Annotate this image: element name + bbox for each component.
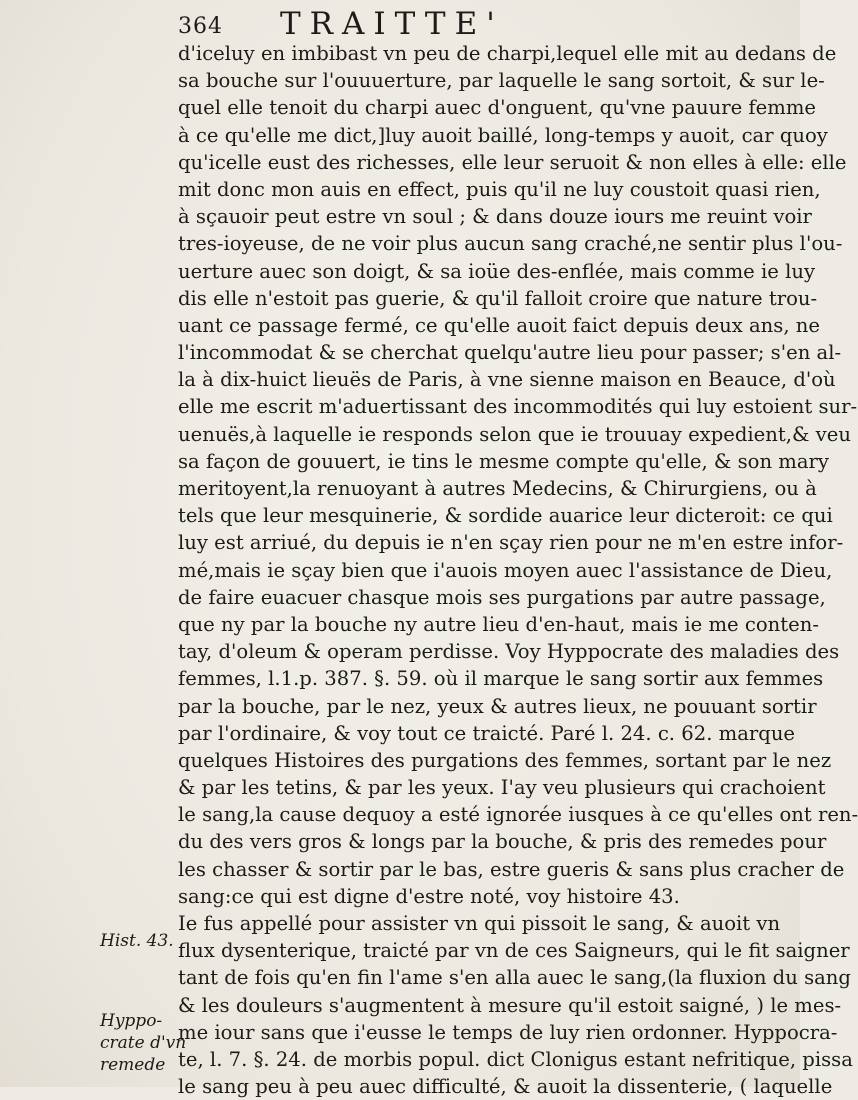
text-line: par la bouche, par le nez, yeux & autres lieux, ne pouuant sortir	[178, 694, 817, 718]
running-head: TRAITTE'	[280, 6, 504, 42]
text-line: le sang,la cause dequoy a esté ignorée iusques à ce qu'elles ont ren-	[178, 803, 858, 827]
text-line: uant ce passage fermé, ce qu'elle auoit faict depuis deux ans, ne	[178, 313, 821, 337]
text-line: & les douleurs s'augmentent à mesure qu'il estoit saigné, ) le mes-	[178, 993, 842, 1017]
text-line: luy est arriué, du depuis ie n'en sçay rien pour ne m'en estre infor-	[178, 531, 844, 555]
text-line: sang:ce qui est digne d'estre noté, voy histoire 43.	[178, 884, 680, 908]
text-line: tres-ioyeuse, de ne voir plus aucun sang craché,ne sentir plus l'ou-	[178, 232, 843, 256]
margin-note-history	[100, 930, 172, 952]
text-line: à sçauoir peut estre vn soul ; & dans douze iours me reuint voir	[178, 205, 812, 229]
text-line: flux dysenterique, traicté par vn de ces Saigneurs, qui le fit saigner	[178, 939, 850, 963]
text-line: Ie fus appellé pour assister vn qui pissoit le sang, & auoit vn	[178, 912, 781, 935]
margin-note: Hist. 43.	[100, 931, 174, 951]
page-number: 364	[178, 14, 223, 39]
text-line: me iour sans que i'eusse le temps de luy rien ordonner. Hyppocra-	[178, 1020, 838, 1044]
body-text	[178, 40, 858, 1100]
text-line: à ce qu'elle me dict,]luy auoit baillé, long-temps y auoit, car quoy	[178, 123, 828, 147]
text-line: mé,mais ie sçay bien que i'auois moyen auec l'assistance de Dieu,	[178, 558, 833, 582]
text-line: elle me escrit m'aduertissant des incommodités qui luy estoient sur-	[178, 395, 858, 419]
text-line: tant de fois qu'en fin l'ame s'en alla auec le sang,(la fluxion du sang	[178, 966, 851, 990]
text-line: tay, d'oleum & operam perdisse. Voy Hyppocrate des maladies des	[178, 640, 840, 664]
text-line: meritoyent,la renuoyant à autres Medecins, & Chirurgiens, ou à	[178, 477, 817, 500]
text-line: te, l. 7. §. 24. de morbis popul. dict Clonigus estant nefritique, pissa	[178, 1047, 853, 1071]
margin-note-hyppocrate	[100, 1010, 187, 1076]
text-line: & par les tetins, & par les yeux. I'ay veu plusieurs qui crachoient	[178, 776, 826, 800]
text-line: l'incommodat & se cherchat quelqu'autre lieu pour passer; s'en al-	[178, 341, 842, 365]
text-line: sa bouche sur l'ouuuerture, par laquelle le sang sortoit, & sur le-	[178, 69, 825, 93]
text-line: quel elle tenoit du charpi auec d'onguent, qu'vne pauure femme	[178, 96, 816, 120]
text-line: de faire euacuer chasque mois ses purgations par autre passage,	[178, 585, 826, 609]
text-line: tels que leur mesquinerie, & sordide auarice leur dicteroit: ce qui	[178, 504, 833, 528]
margin-note: Hyppo-	[100, 1011, 163, 1031]
text-line: le sang peu à peu auec difficulté, & auoit la dissenterie, ( laquelle	[178, 1075, 833, 1099]
text-line: les chasser & sortir par le bas, estre gueris & sans plus cracher de	[178, 857, 845, 881]
text-line: du des vers gros & longs par la bouche, & pris des remedes pour	[178, 830, 827, 854]
text-line: uerture auec son doigt, & sa ioüe des-enflée, mais comme ie luy	[178, 259, 816, 283]
text-line: que ny par la bouche ny autre lieu d'en-haut, mais ie me conten-	[178, 612, 819, 636]
text-line: uenuës,à laquelle ie responds selon que ie trouuay expedient,& veu	[178, 422, 851, 446]
text-line: d'iceluy en imbibast vn peu de charpi,lequel elle mit au dedans de	[178, 42, 837, 65]
text-line: quelques Histoires des purgations des femmes, sortant par le nez	[178, 748, 832, 772]
text-line: mit donc mon auis en effect, puis qu'il ne luy coustoit quasi rien,	[178, 177, 821, 201]
margin-note: crate d'vn	[100, 1033, 187, 1053]
text-line: sa façon de gouuert, ie tins le mesme compte qu'elle, & son mary	[178, 449, 829, 473]
text-line: qu'icelle eust des richesses, elle leur seruoit & non elles à elle: elle	[178, 150, 847, 174]
text-line: par l'ordinaire, & voy tout ce traicté. Paré l. 24. c. 62. marque	[178, 721, 796, 745]
text-line: dis elle n'estoit pas guerie, & qu'il falloit croire que nature trou-	[178, 286, 818, 310]
margin-note: remede	[100, 1055, 166, 1075]
text-line: la à dix-huict lieuës de Paris, à vne sienne maison en Beauce, d'où	[178, 368, 836, 392]
text-line: femmes, l.1.p. 387. §. 59. où il marque le sang sortir aux femmes	[178, 667, 824, 691]
